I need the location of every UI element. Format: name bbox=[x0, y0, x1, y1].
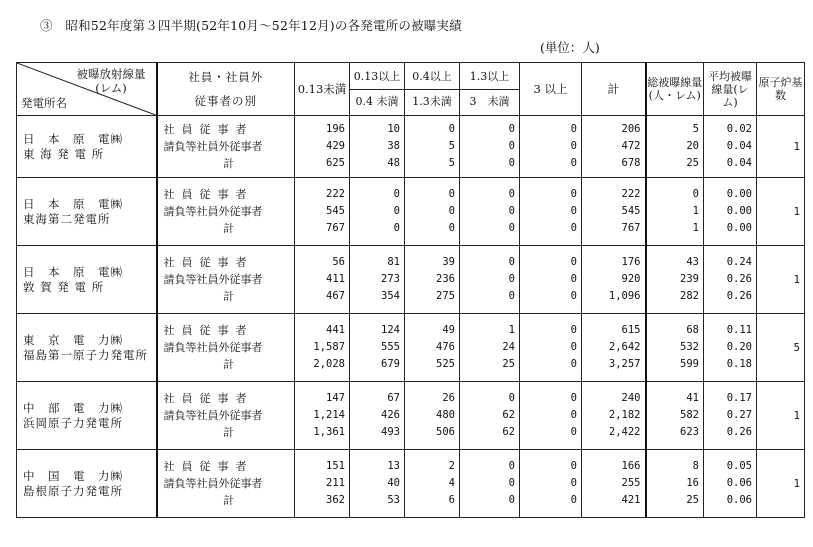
value: 0 bbox=[393, 188, 400, 200]
worker-category-label: 社員従事者 bbox=[163, 188, 254, 201]
corner-dose-label-line2: (レム) bbox=[95, 81, 127, 95]
value-cell bbox=[405, 246, 460, 314]
unit-label: (単位：人) bbox=[540, 40, 600, 55]
value: 81 bbox=[387, 256, 400, 268]
value: 1 bbox=[508, 324, 515, 336]
value-cell bbox=[704, 314, 757, 382]
value: 0.06 bbox=[726, 477, 752, 489]
worker-category-label: 計 bbox=[223, 494, 235, 507]
value-cell bbox=[350, 314, 405, 382]
value: 49 bbox=[442, 324, 455, 336]
value: 582 bbox=[680, 409, 699, 421]
value: 0 bbox=[448, 123, 455, 135]
header-row bbox=[17, 63, 805, 116]
value: 48 bbox=[387, 157, 400, 169]
value: 211 bbox=[326, 477, 345, 489]
reactor-count: 1 bbox=[757, 116, 805, 178]
value: 2,422 bbox=[608, 426, 641, 438]
worker-categories bbox=[157, 178, 295, 246]
value: 0.00 bbox=[726, 222, 752, 234]
value-cell bbox=[646, 178, 704, 246]
value: 68 bbox=[686, 324, 699, 336]
value: 0 bbox=[570, 188, 577, 200]
value: 25 bbox=[686, 157, 699, 169]
value: 0 bbox=[692, 188, 699, 200]
worker-category-label: 計 bbox=[223, 290, 235, 303]
worker-categories bbox=[157, 382, 295, 450]
value: 0 bbox=[393, 205, 400, 217]
value-cell bbox=[460, 178, 520, 246]
value-cell bbox=[350, 246, 405, 314]
value: 0 bbox=[570, 426, 577, 438]
value-cell bbox=[350, 116, 405, 178]
value: 0 bbox=[448, 188, 455, 200]
worker-category-label: 社員従事者 bbox=[163, 392, 254, 405]
value: 599 bbox=[680, 358, 699, 370]
value: 6 bbox=[448, 494, 455, 506]
value: 0 bbox=[570, 477, 577, 489]
value-cell bbox=[520, 246, 582, 314]
plant-company: 日 本 原 電㈱ bbox=[23, 196, 123, 211]
value: 2,642 bbox=[608, 341, 641, 353]
header-range-1 bbox=[350, 63, 405, 116]
value: 176 bbox=[621, 256, 641, 268]
value: 545 bbox=[621, 205, 641, 217]
value-cell bbox=[704, 116, 757, 178]
value: 0.02 bbox=[726, 123, 752, 135]
value: 0 bbox=[508, 157, 515, 169]
value-cell bbox=[405, 178, 460, 246]
value: 0.11 bbox=[726, 324, 752, 336]
value: 275 bbox=[436, 290, 455, 302]
plant-station: 島根原子力発電所 bbox=[23, 483, 123, 498]
plant-row bbox=[17, 246, 805, 314]
value: 13 bbox=[387, 460, 400, 472]
value: 411 bbox=[326, 273, 345, 285]
worker-category-label: 請負等社員外従事者 bbox=[163, 273, 263, 286]
value: 0 bbox=[508, 222, 515, 234]
reactor-count: 1 bbox=[757, 382, 805, 450]
value-cell bbox=[460, 450, 520, 518]
plant-name bbox=[17, 450, 157, 518]
value: 0 bbox=[508, 123, 515, 135]
plant-station: 敦 賀 発 電 所 bbox=[23, 279, 105, 294]
value: 362 bbox=[326, 494, 345, 506]
value-cell bbox=[520, 178, 582, 246]
value-cell bbox=[582, 314, 646, 382]
worker-category-label: 計 bbox=[223, 426, 235, 439]
value: 43 bbox=[686, 256, 699, 268]
header-range-0: 0.13未満 bbox=[295, 63, 350, 116]
value: 236 bbox=[436, 273, 455, 285]
value: 0 bbox=[570, 392, 577, 404]
value: 0 bbox=[570, 494, 577, 506]
value-cell bbox=[646, 450, 704, 518]
value: 0 bbox=[508, 477, 515, 489]
value: 0.06 bbox=[726, 494, 752, 506]
value: 0.04 bbox=[726, 140, 752, 152]
value: 0 bbox=[508, 290, 515, 302]
plant-row bbox=[17, 450, 805, 518]
value: 0 bbox=[570, 205, 577, 217]
plant-row bbox=[17, 314, 805, 382]
value: 24 bbox=[502, 341, 515, 353]
value: 206 bbox=[621, 123, 641, 135]
value: 0 bbox=[393, 222, 400, 234]
value-cell bbox=[460, 116, 520, 178]
plant-row bbox=[17, 382, 805, 450]
value: 25 bbox=[502, 358, 515, 370]
value-cell bbox=[704, 246, 757, 314]
value-cell bbox=[520, 314, 582, 382]
reactor-count: 1 bbox=[757, 178, 805, 246]
value: 40 bbox=[387, 477, 400, 489]
value: 472 bbox=[621, 140, 641, 152]
worker-category-label: 請負等社員外従事者 bbox=[163, 409, 263, 422]
value: 0 bbox=[570, 358, 577, 370]
value: 0 bbox=[570, 157, 577, 169]
worker-category-label: 請負等社員外従事者 bbox=[163, 477, 263, 490]
value-cell bbox=[405, 314, 460, 382]
plant-name bbox=[17, 246, 157, 314]
value: 62 bbox=[502, 426, 515, 438]
value-cell bbox=[582, 116, 646, 178]
value: 41 bbox=[686, 392, 699, 404]
value: 2 bbox=[448, 460, 455, 472]
worker-category-label: 請負等社員外従事者 bbox=[163, 205, 263, 218]
value: 0.27 bbox=[726, 409, 752, 421]
plant-name bbox=[17, 382, 157, 450]
value: 1 bbox=[692, 205, 699, 217]
value-cell bbox=[582, 382, 646, 450]
value: 767 bbox=[326, 222, 345, 234]
value: 1,096 bbox=[608, 290, 641, 302]
value: 354 bbox=[381, 290, 400, 302]
value: 0 bbox=[570, 409, 577, 421]
value-cell bbox=[295, 116, 350, 178]
value: 429 bbox=[326, 140, 345, 152]
value-cell bbox=[520, 450, 582, 518]
value-cell bbox=[295, 246, 350, 314]
value: 196 bbox=[326, 123, 345, 135]
value-cell bbox=[646, 116, 704, 178]
value: 0.26 bbox=[726, 273, 752, 285]
plant-company: 東 京 電 力㈱ bbox=[23, 332, 123, 347]
value: 2,182 bbox=[608, 409, 641, 421]
value: 0 bbox=[448, 222, 455, 234]
value: 0.05 bbox=[726, 460, 752, 472]
value: 2,028 bbox=[313, 358, 345, 370]
value-cell bbox=[405, 382, 460, 450]
value: 480 bbox=[436, 409, 455, 421]
header-worker-type bbox=[157, 63, 295, 116]
value: 0 bbox=[570, 460, 577, 472]
value: 10 bbox=[387, 123, 400, 135]
value: 20 bbox=[686, 140, 699, 152]
plant-company: 中 部 電 力㈱ bbox=[23, 400, 123, 415]
header-total: 計 bbox=[582, 63, 646, 116]
value-cell bbox=[350, 382, 405, 450]
header-corner bbox=[17, 63, 157, 116]
value-cell bbox=[350, 450, 405, 518]
value: 0.20 bbox=[726, 341, 752, 353]
value: 147 bbox=[326, 392, 345, 404]
plant-company: 日 本 原 電㈱ bbox=[23, 131, 123, 146]
value-cell bbox=[405, 116, 460, 178]
value: 5 bbox=[448, 157, 455, 169]
value: 124 bbox=[381, 324, 400, 336]
value: 38 bbox=[387, 140, 400, 152]
value: 467 bbox=[326, 290, 345, 302]
value: 273 bbox=[381, 273, 400, 285]
worker-category-label: 請負等社員外従事者 bbox=[163, 140, 263, 153]
worker-category-label: 社員従事者 bbox=[163, 256, 254, 269]
value: 0 bbox=[508, 188, 515, 200]
value-cell bbox=[460, 246, 520, 314]
table-body bbox=[17, 116, 805, 518]
value-cell bbox=[295, 382, 350, 450]
value: 0 bbox=[570, 123, 577, 135]
header-range-2-high: 1.3未満 bbox=[412, 94, 452, 108]
value-cell bbox=[646, 382, 704, 450]
value: 767 bbox=[621, 222, 641, 234]
value: 1,587 bbox=[313, 341, 345, 353]
header-range-1-low: 0.13以上 bbox=[350, 65, 404, 90]
value: 920 bbox=[621, 273, 641, 285]
worker-category-label: 社員従事者 bbox=[163, 460, 254, 473]
header-average-dose: 平均被曝線量(レム) bbox=[704, 63, 757, 116]
value: 0 bbox=[570, 341, 577, 353]
header-range-2-low: 0.4以上 bbox=[405, 65, 459, 90]
value: 0 bbox=[570, 273, 577, 285]
value: 16 bbox=[686, 477, 699, 489]
corner-dose-label-line1: 被曝放射線量 bbox=[76, 67, 146, 81]
value-cell bbox=[520, 116, 582, 178]
value: 4 bbox=[448, 477, 455, 489]
value-cell bbox=[460, 314, 520, 382]
value: 555 bbox=[381, 341, 400, 353]
reactor-count: 5 bbox=[757, 314, 805, 382]
value: 426 bbox=[381, 409, 400, 421]
value: 506 bbox=[436, 426, 455, 438]
value: 0 bbox=[508, 494, 515, 506]
value: 39 bbox=[442, 256, 455, 268]
value: 476 bbox=[436, 341, 455, 353]
worker-category-label: 請負等社員外従事者 bbox=[163, 341, 263, 354]
value-cell bbox=[405, 450, 460, 518]
value: 545 bbox=[326, 205, 345, 217]
value-cell bbox=[295, 178, 350, 246]
plant-station: 東 海 発 電 所 bbox=[23, 146, 105, 161]
worker-category-label: 社員従事者 bbox=[163, 123, 254, 136]
value: 282 bbox=[680, 290, 699, 302]
value: 0 bbox=[448, 205, 455, 217]
worker-category-label: 社員従事者 bbox=[163, 324, 254, 337]
value: 255 bbox=[621, 477, 641, 489]
header-worker-type-line1: 社員・社員外 bbox=[188, 70, 264, 84]
header-range-4: 3 以上 bbox=[520, 63, 582, 116]
document-header bbox=[0, 0, 813, 58]
value: 151 bbox=[326, 460, 345, 472]
value: 240 bbox=[621, 392, 641, 404]
value: 0.24 bbox=[726, 256, 752, 268]
value-cell bbox=[350, 178, 405, 246]
value: 0 bbox=[508, 205, 515, 217]
value: 239 bbox=[680, 273, 699, 285]
table-title: ③ 昭和52年度第３四半期(52年10月～52年12月)の各発電所の被曝実績 bbox=[40, 18, 462, 33]
plant-row bbox=[17, 178, 805, 246]
value: 3,257 bbox=[608, 358, 641, 370]
value: 0 bbox=[570, 256, 577, 268]
value: 0.17 bbox=[726, 392, 752, 404]
plant-company: 日 本 原 電㈱ bbox=[23, 264, 123, 279]
value: 26 bbox=[442, 392, 455, 404]
value: 222 bbox=[326, 188, 345, 200]
value: 0.18 bbox=[726, 358, 752, 370]
value: 0 bbox=[508, 392, 515, 404]
value-cell bbox=[295, 450, 350, 518]
value: 623 bbox=[680, 426, 699, 438]
value: 678 bbox=[621, 157, 641, 169]
value: 0.26 bbox=[726, 290, 752, 302]
value: 493 bbox=[381, 426, 400, 438]
value-cell bbox=[704, 450, 757, 518]
value: 0 bbox=[508, 460, 515, 472]
plant-name bbox=[17, 116, 157, 178]
worker-category-label: 計 bbox=[223, 157, 235, 170]
reactor-count: 1 bbox=[757, 450, 805, 518]
value-cell bbox=[295, 314, 350, 382]
plant-station: 東海第二発電所 bbox=[23, 211, 111, 226]
corner-plant-label: 発電所名 bbox=[21, 96, 67, 110]
header-reactor-count: 原子炉基 数 bbox=[757, 63, 805, 116]
value: 67 bbox=[387, 392, 400, 404]
value: 5 bbox=[692, 123, 699, 135]
value: 441 bbox=[326, 324, 345, 336]
value: 1,214 bbox=[313, 409, 345, 421]
worker-categories bbox=[157, 450, 295, 518]
plant-station: 福島第一原子力発電所 bbox=[23, 347, 148, 362]
value-cell bbox=[582, 246, 646, 314]
value: 615 bbox=[621, 324, 641, 336]
header-range-1-high: 0.4 未満 bbox=[355, 94, 399, 108]
header-range-3-low: 1.3以上 bbox=[460, 65, 519, 90]
value-cell bbox=[460, 382, 520, 450]
value: 0 bbox=[508, 273, 515, 285]
worker-categories bbox=[157, 116, 295, 178]
worker-categories bbox=[157, 314, 295, 382]
value: 25 bbox=[686, 494, 699, 506]
value: 5 bbox=[448, 140, 455, 152]
plant-name bbox=[17, 314, 157, 382]
value: 0 bbox=[570, 140, 577, 152]
value: 53 bbox=[387, 494, 400, 506]
value: 532 bbox=[680, 341, 699, 353]
header-range-2 bbox=[405, 63, 460, 116]
value: 0 bbox=[570, 222, 577, 234]
value: 525 bbox=[436, 358, 455, 370]
value: 62 bbox=[502, 409, 515, 421]
reactor-count: 1 bbox=[757, 246, 805, 314]
worker-category-label: 計 bbox=[223, 222, 235, 235]
value-cell bbox=[704, 382, 757, 450]
value: 625 bbox=[326, 157, 345, 169]
value: 166 bbox=[621, 460, 641, 472]
worker-categories bbox=[157, 246, 295, 314]
value: 0 bbox=[570, 324, 577, 336]
value-cell bbox=[646, 246, 704, 314]
value-cell bbox=[704, 178, 757, 246]
value: 679 bbox=[381, 358, 400, 370]
value: 0.04 bbox=[726, 157, 752, 169]
value: 421 bbox=[621, 494, 641, 506]
value: 0.00 bbox=[726, 188, 752, 200]
value-cell bbox=[646, 314, 704, 382]
value: 222 bbox=[621, 188, 641, 200]
value: 56 bbox=[332, 256, 345, 268]
exposure-table bbox=[16, 62, 813, 518]
plant-row bbox=[17, 116, 805, 178]
value: 0 bbox=[508, 256, 515, 268]
corner-dose-label bbox=[77, 67, 146, 95]
value-cell bbox=[582, 450, 646, 518]
header-worker-type-line2: 従事者の別 bbox=[194, 94, 257, 108]
header-collective-dose: 総被曝線量(人・レム) bbox=[646, 63, 704, 116]
plant-company: 中 国 電 力㈱ bbox=[23, 468, 123, 483]
value: 0.26 bbox=[726, 426, 752, 438]
value: 0 bbox=[508, 140, 515, 152]
value-cell bbox=[582, 178, 646, 246]
plant-station: 浜岡原子力発電所 bbox=[23, 415, 123, 430]
value: 1 bbox=[692, 222, 699, 234]
value-cell bbox=[520, 382, 582, 450]
value: 0 bbox=[570, 290, 577, 302]
value: 1,361 bbox=[313, 426, 345, 438]
plant-name bbox=[17, 178, 157, 246]
header-range-3 bbox=[460, 63, 520, 116]
value: 8 bbox=[692, 460, 699, 472]
value: 0.00 bbox=[726, 205, 752, 217]
header-range-3-high: 3 未満 bbox=[469, 94, 510, 108]
worker-category-label: 計 bbox=[223, 358, 235, 371]
